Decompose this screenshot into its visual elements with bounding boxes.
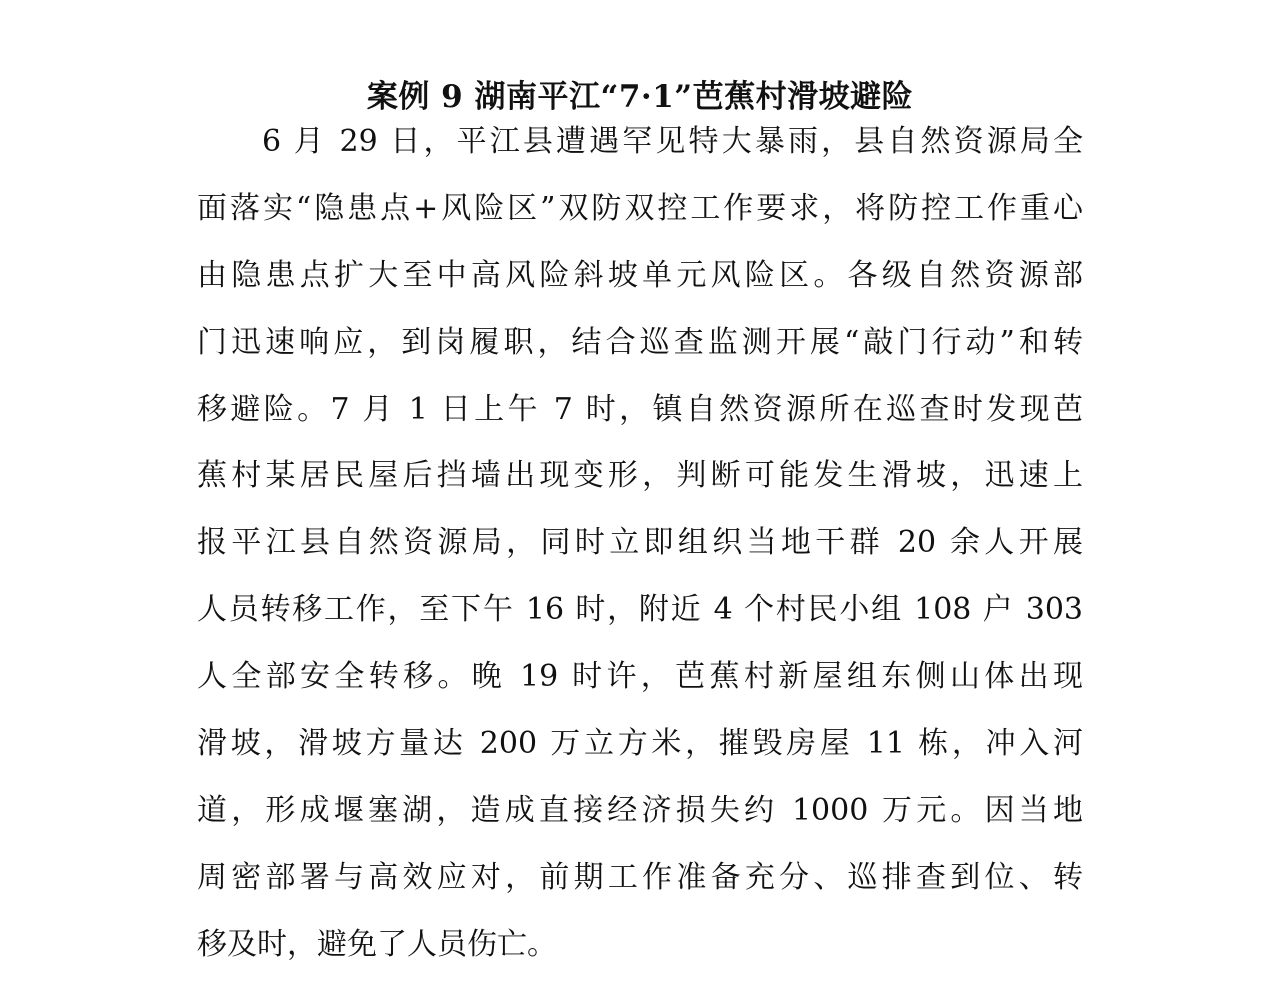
paragraph-line: 人员转移工作，至下午 16 时，附近 4 个村民小组 108 户 303 [197,592,1083,628]
paragraph-line: 由隐患点扩大至中高风险斜坡单元风险区。各级自然资源部 [197,257,1083,293]
paragraph-line: 人全部安全转移。晚 19 时许，芭蕉村新屋组东侧山体出现 [197,659,1083,695]
paragraph-line: 滑坡，滑坡方量达 200 万立方米，摧毁房屋 11 栋，冲入河 [197,726,1083,762]
paragraph-line: 6 月 29 日，平江县遭遇罕见特大暴雨，县自然资源局全 [262,124,1083,159]
case-paragraph [197,109,1083,979]
paragraph-line: 面落实“隐患点+风险区”双防双控工作要求，将防控工作重心 [197,190,1083,226]
paragraph-line: 报平江县自然资源局，同时立即组织当地干群 20 余人开展 [197,525,1083,561]
paragraph-line: 蕉村某居民屋后挡墙出现变形，判断可能发生滑坡，迅速上 [197,458,1083,494]
paragraph-line: 道，形成堰塞湖，造成直接经济损失约 1000 万元。因当地 [197,792,1083,828]
paragraph-line: 门迅速响应，到岗履职，结合巡查监测开展“敲门行动”和转 [197,324,1083,360]
paragraph-line: 移避险。7 月 1 日上午 7 时，镇自然资源所在巡查时发现芭 [197,391,1083,427]
document-title: 案例 9 湖南平江“7·1”芭蕉村滑坡避险 [366,78,914,115]
paragraph-line: 周密部署与高效应对，前期工作准备充分、巡排查到位、转 [197,859,1083,895]
paragraph-line: 移及时，避免了人员伤亡。 [197,926,557,962]
